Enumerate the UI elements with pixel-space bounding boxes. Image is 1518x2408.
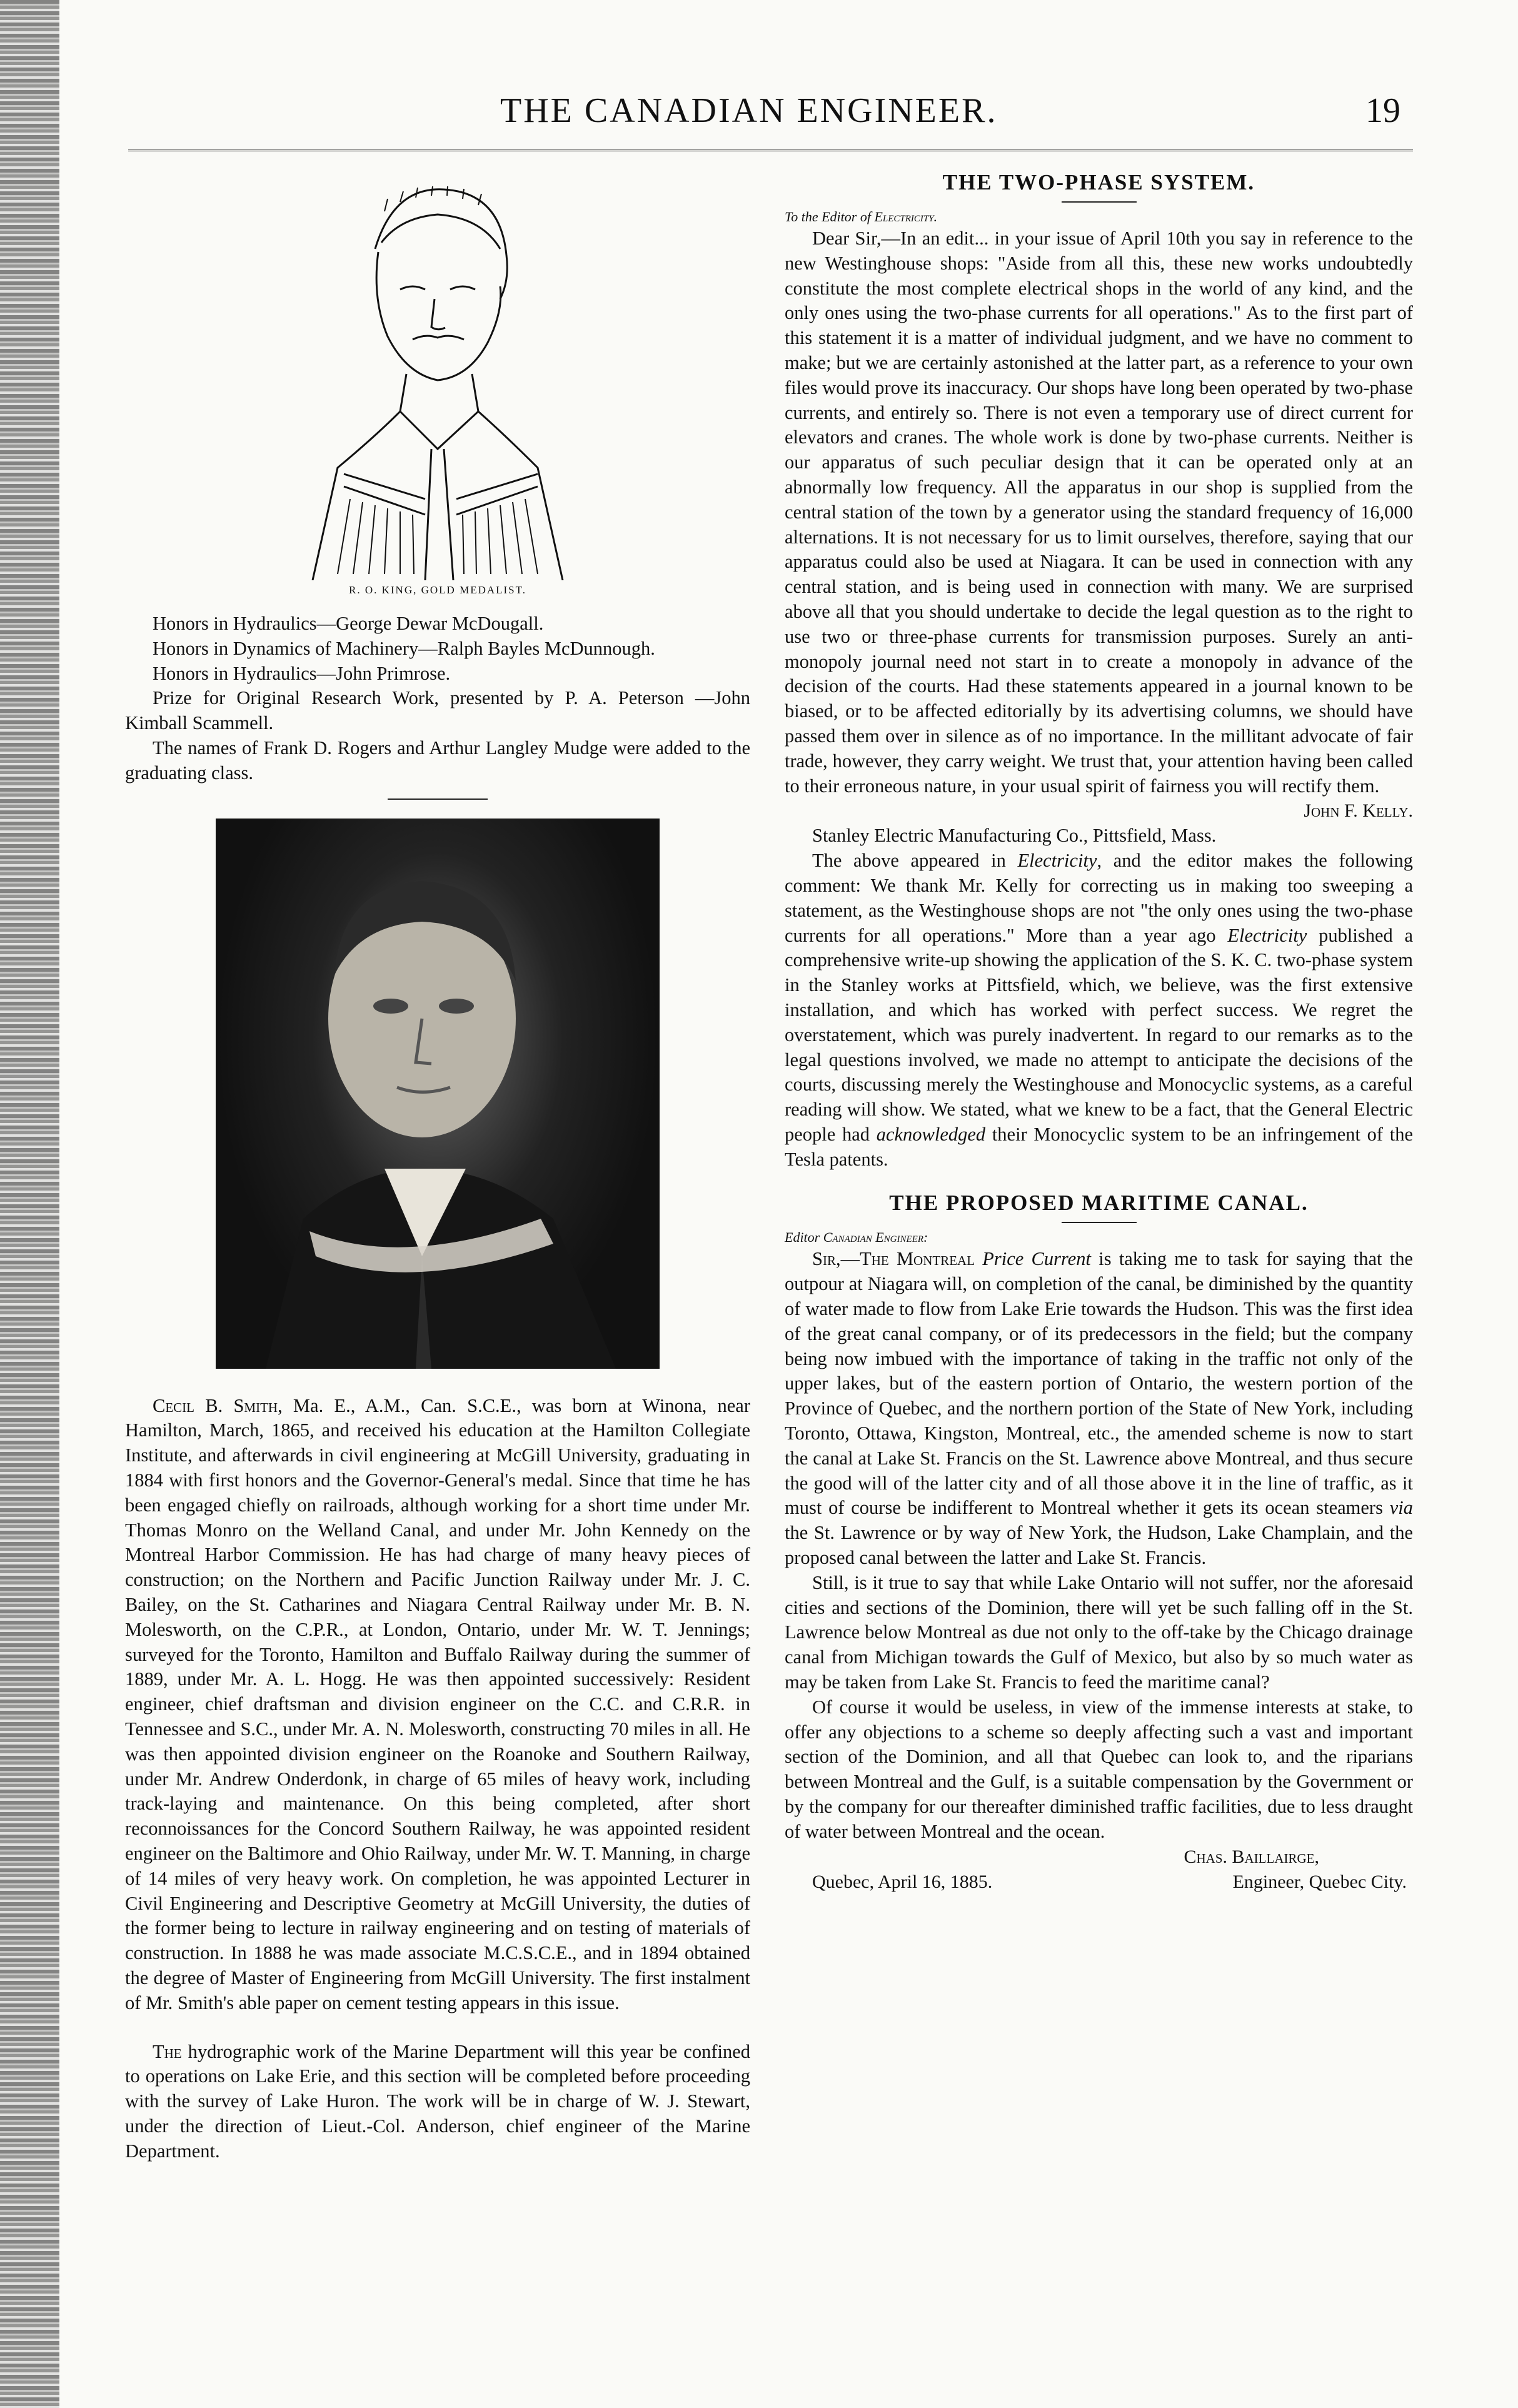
- heading-rule: [1062, 1222, 1137, 1223]
- editor-comment: The above appeared in Electricity, and the editor makes the following comment: We thank Mr. Kelly for correcting us in making too sweeping a statement, as the Westinghouse shops are not "the only ones using the two-phase currents for all operations." More than a year ago Electricity published a comprehensive write-up showing the application of the S. K. C. two-phase system in the Stanley works at Pittsfield, which, we believe, was the first extensive installation, and which has worked with perfect success. We regret the overstatement, which was purely inadvertent. In regard to our remarks as to the legal questions involved, we made no attempt to anticipate the decisions of the courts, discussing merely the Westinghouse and Monocyclic systems, as a careful reading will show. We stated, what we knew to be a fact, that the General Electric people had acknowledged their Monocyclic system to be an infringement of the Tesla patents.: [785, 850, 1413, 1170]
- honors-list: [125, 612, 750, 786]
- journal-title: THE CANADIAN ENGINEER.: [500, 91, 998, 130]
- right-column: [785, 170, 1413, 1895]
- canal-paragraph: Of course it would be useless, in view of the immense interests at stake, to offer any objections to a scheme so deeply affecting such a vast and important section of the Dominion, and all that Quebec can look to, and the riparians between Montreal and the Gulf, is a suitable compensation by the Government or by the company for our thereafter diminished traffic facilities, due to less draught of water between Montreal and the ocean.: [785, 1696, 1413, 1842]
- header-rule: [128, 149, 1413, 151]
- letter-address: Editor Canadian Engineer:: [785, 1229, 928, 1246]
- baillairge-signature: Chas. Baillairge,: [1184, 1846, 1319, 1867]
- portrait-smith-photo: [216, 819, 660, 1369]
- letter-date: Quebec, April 16, 1885.: [812, 1871, 993, 1892]
- section-divider: [388, 798, 488, 800]
- heading-two-phase-system: THE TWO-PHASE SYSTEM.: [942, 170, 1255, 194]
- smith-biography: Cecil B. Smith, Ma. E., A.M., Can. S.C.E., was born at Winona, near Hamilton, March, 1865, and received his education at the Hamilton Collegiate Institute, and afterwards in civil engineering at McGill University, graduating in 1884 with first honors and the Governor-General's medal. Since that time he has been engaged chiefly on railroads, although working for a short time under Mr. Thomas Monro on the Welland Canal, and under Mr. John Kennedy on the Montreal Harbor Commission. He has had charge of many heavy pieces of construction; on the Northern and Pacific Junction Railway under Mr. J. C. Bailey, on the St. Catharines and Niagara Central Railway under Mr. B. N. Molesworth, on the C.P.R., at London, Ontario, under Mr. W. T. Jennings; surveyed for the Toronto, Hamilton and Buffalo Railway during the summer of 1889, under Mr. A. L. Hogg. He was then appointed successively: Resident engineer, chief draftsman and division engineer on the C.C. and C.R.R. in Tennessee and S.C., under Mr. A. N. Molesworth, constructing 70 miles in all. He was then appointed division engineer on the Roanoke and Southern Railway, under Mr. Andrew Onderdonk, in charge of 65 miles of heavy work, including track-laying and maintenance. On this being completed, after short reconnoissances for the Concord Southern Railway, he was appointed resident engineer on the Baltimore and Ohio Railway, under Mr. W. T. Manning, in charge of 14 miles of very heavy work. On completion, he was appointed Lecturer in Civil Engineering and Descriptive Geometry at McGill University, the duties of the former being to lecture in railway engineering and on testing of materials of construction. In 1888 he was made associate M.C.S.C.E., and in 1894 obtained the degree of Master of Engineering from McGill University. The first instalment of Mr. Smith's able paper on cement testing appears in this issue.: [125, 1394, 750, 2013]
- kelly-company: Stanley Electric Manufacturing Co., Pittsfield, Mass.: [812, 825, 1217, 847]
- kelly-signature: John F. Kelly.: [1304, 800, 1413, 822]
- heading-maritime-canal: THE PROPOSED MARITIME CANAL.: [889, 1191, 1309, 1216]
- portrait-king-illustration: [300, 174, 575, 580]
- left-column: [125, 156, 750, 2164]
- page-binding-edge: [0, 0, 59, 2408]
- heading-rule: [1062, 201, 1137, 203]
- portrait-smith-figure: [216, 819, 660, 1369]
- honors-item: Prize for Original Research Work, presented by P. A. Peterson —John Kimball Scammell.: [125, 687, 750, 734]
- canal-paragraph: Sir,—The Montreal Price Current is taking me to task for saying that the outpour at Niagara will, on completion of the canal, be diminished by the quantity of water made to flow from Lake Erie towards the Hudson. This was the first idea of the great canal company, or of its predecessors in the field; but the company being now imbued with the importance of taking in the traffic not only of the upper lakes, but of the eastern portion of Ontario, the western portion of the Province of Quebec, and the northern portion of the State of New York, including Toronto, Ottawa, Kingston, Montreal, etc., the amended scheme is now to start the canal at Lake St. Francis on the St. Lawrence above Montreal, and thus secure the good will of the latter city and of all those above it in the line of traffic, as it must of course be indifferent to Montreal whether it gets its ocean steamers via the St. Lawrence or by way of New York, the Hudson, Lake Champlain, and the proposed canal between the latter and Lake St. Francis.: [785, 1248, 1413, 1569]
- honors-item: The names of Frank D. Rogers and Arthur Langley Mudge were added to the graduating class.: [125, 737, 750, 783]
- letter-address: To the Editor of Electricity.: [785, 209, 938, 224]
- page-number: 19: [1365, 91, 1400, 130]
- honors-item: Honors in Hydraulics—John Primrose.: [153, 662, 451, 684]
- portrait-caption-king: R. O. KING, GOLD MEDALIST.: [349, 584, 526, 596]
- hydrographic-paragraph: The hydrographic work of the Marine Department will this year be confined to operations on Lake Erie, and this section will be completed before proceeding with the survey of Lake Huron. The work will be in charge of W. J. Stewart, under the direction of Lieut.-Col. Anderson, chief engineer of the Marine Department.: [125, 2040, 750, 2162]
- honors-item: Honors in Hydraulics—George Dewar McDougall.: [153, 613, 544, 634]
- signer-title: Engineer, Quebec City.: [1232, 1871, 1407, 1892]
- honors-item: Honors in Dynamics of Machinery—Ralph Bayles McDunnough.: [153, 637, 655, 659]
- kelly-letter: Dear Sir,—In an edit... in your issue of April 10th you say in reference to the new Westinghouse shops: "Aside from all this, these new works undoubtedly constitute the most complete electrical shops in the world of any kind, and the only ones using the two-phase currents for all operations." As to the first part of this statement it is a matter of individual judgment, and we have no comment to make; but we are certainly astonished at the latter part, as a reference to your own files would prove its inaccuracy. Our shops have long been operated by two-phase currents, and entirely so. There is not even a temporary use of direct current for elevators and cranes. The whole work is done by two-phase currents. Neither is our apparatus of such peculiar design that it can be operated only at an abnormally low frequency. All the apparatus in our shop is supplied from the central station of the town by a generator using the standard frequency of 16,000 alternations. It is not necessary for us to limit ourselves, therefore, saying that our apparatus could also be used at Niagara. It can be used in connection with any central station, and is being used in connection with many. We are surprised above all that you should undertake to decide the legal question as to the right to use two or three-phase currents for transmission purposes. Surely an anti-monopoly journal need not start in to create a monopoly in advance of the decision of the courts. Had these statements appeared in a journal known to be biased, or to be affected editorially by its advertising columns, we should have passed them over in silence as of no importance. In the millitant advocate of fair trade, however, they carry weight. We trust that, your attention having been called to their erroneous nature, in your usual spirit of fairness you will rectify them.: [785, 228, 1413, 797]
- canal-paragraph: Still, is it true to say that while Lake Ontario will not suffer, nor the aforesaid cities and sections of the Dominion, there will yet be such falling off in the St. Lawrence below Montreal as due not only to the off-take by the Chicago drainage canal from Michigan towards the Gulf of Mexico, but also by so much water as may be taken from Lake St. Francis to feed the maritime canal?: [785, 1571, 1413, 1693]
- signature-row: [785, 1870, 1413, 1895]
- page-header: [125, 91, 1413, 141]
